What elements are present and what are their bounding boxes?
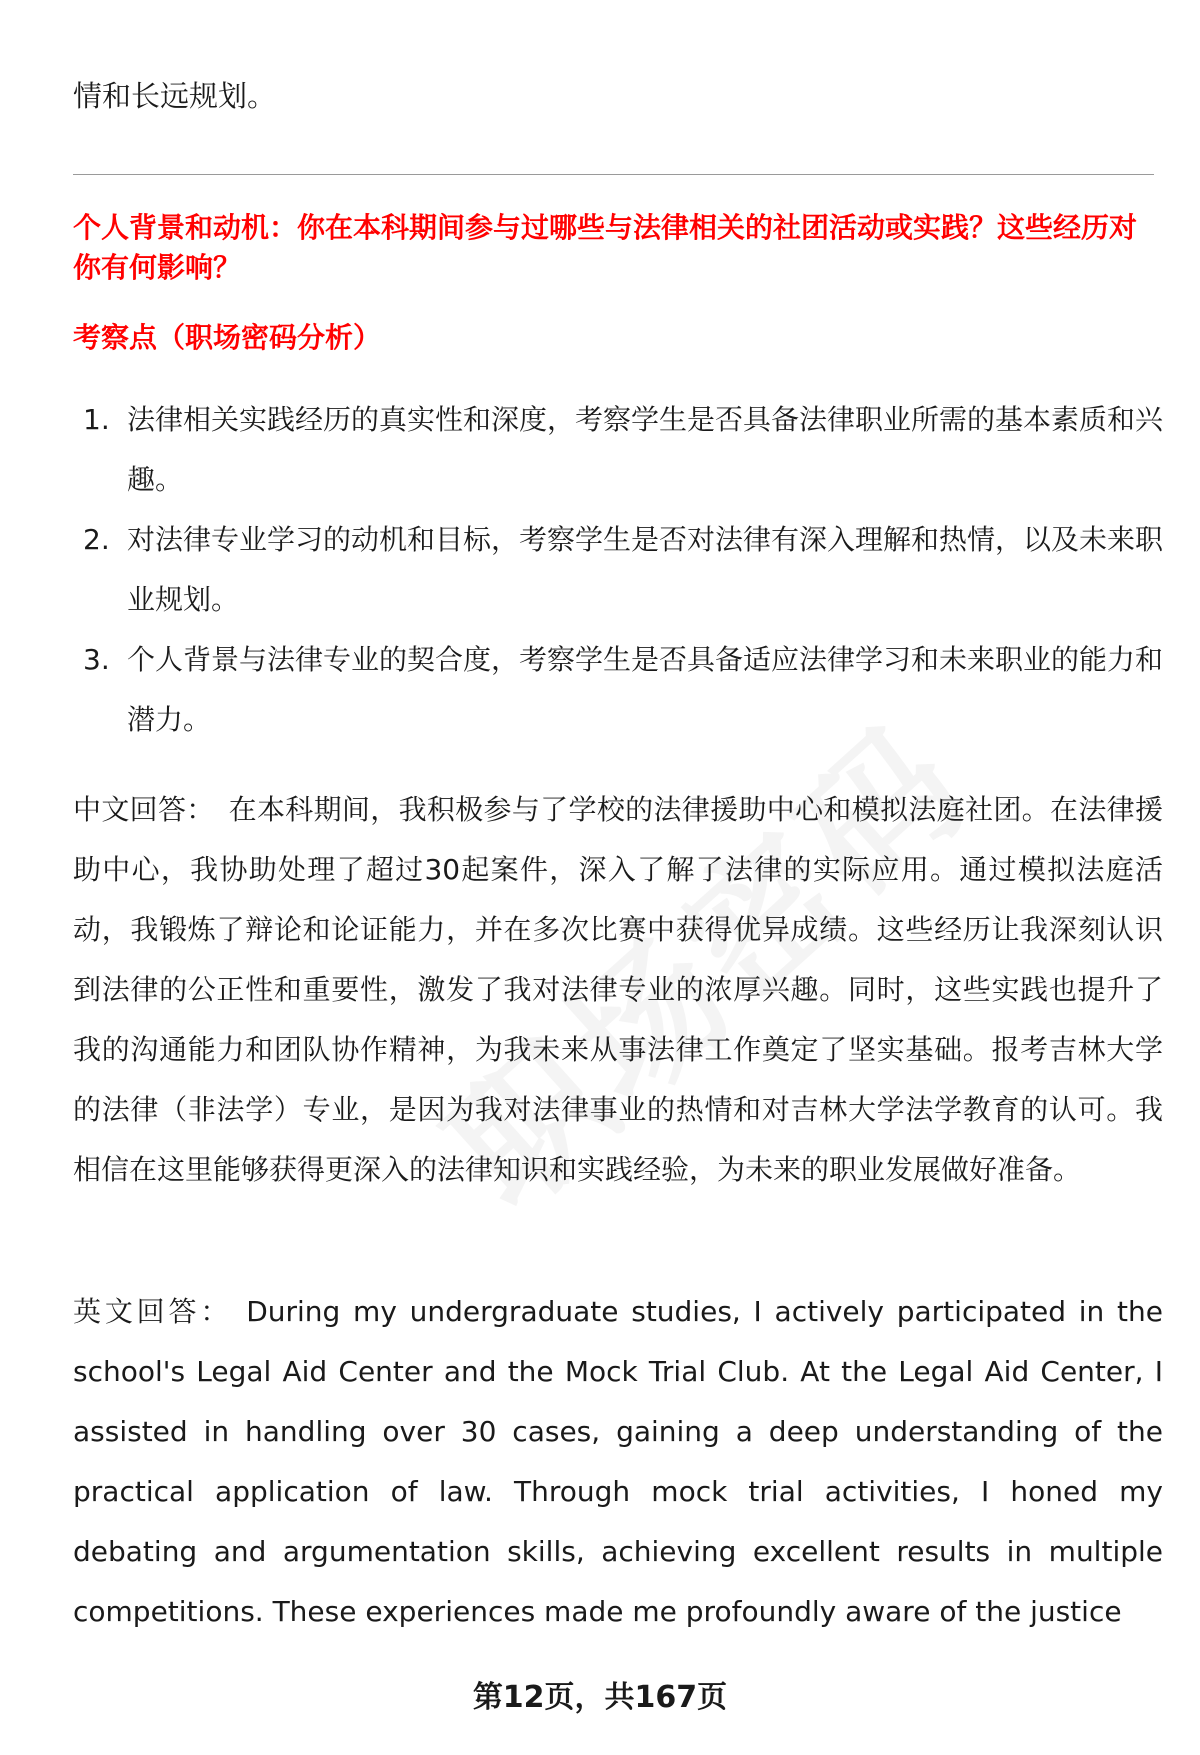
chinese-answer-text: 在本科期间，我积极参与了学校的法律援助中心和模拟法庭社团。在法律援助中心，我协助处理了超过30起案件，深入了解了法律的实际应用。通过模拟法庭活动，我锻炼了辩论和论证能力，并在多次比赛中获得优异成绩。这些经历让我深刻认识到法律的公正性和重要性，激发了我对法律专业的浓厚兴趣。同时，这些实践也提升了我的沟通能力和团队协作精神，为我未来从事法律工作奠定了坚实基础。报考吉林大学的法律（非法学）专业，是因为我对法律事业的热情和对吉林大学法学教育的认可。我相信在这里能够获得更深入的法律知识和实践经验，为未来的职业发展做好准备。 [73,793,1163,1186]
assessment-points-list [73,390,1163,750]
question-heading: 个人背景和动机：你在本科期间参与过哪些与法律相关的社团活动或实践？这些经历对你有何影响？ [73,211,1138,284]
assessment-point [73,390,1163,510]
point-number: 1. [83,403,110,436]
english-answer [73,1282,1163,1642]
english-answer-label: 英文回答： [73,1295,233,1328]
point-text: 个人背景与法律专业的契合度，考察学生是否具备适应法律学习和未来职业的能力和潜力。 [127,643,1164,736]
point-text: 对法律专业学习的动机和目标，考察学生是否对法律有深入理解和热情，以及未来职业规划。 [127,523,1164,616]
assessment-points-heading: 考察点（职场密码分析） [73,321,382,354]
page-number-footer: 第12页，共167页 [472,1680,728,1715]
point-text: 法律相关实践经历的真实性和深度，考察学生是否具备法律职业所需的基本素质和兴趣。 [127,403,1164,496]
assessment-point [73,630,1163,750]
chinese-answer [73,780,1163,1200]
point-number: 2. [83,523,110,556]
chinese-answer-label: 中文回答： [73,793,215,826]
previous-answer-tail: 情和长远规划。 [73,79,277,113]
section-divider [73,174,1154,175]
document-page [73,0,1163,1755]
english-answer-text: During my undergraduate studies, I actively participated in the school's Legal Aid Center and the Mock Trial Club. At the Legal Aid Center, I assisted in handling over 30 cases, gaining a deep understanding of the practical application of law. Through mock trial activities, I honed my debating and argumentation skills, achieving excellent results in multiple competitions. These experiences made me profoundly aware of the justice [73,1295,1163,1628]
point-number: 3. [83,643,110,676]
assessment-point [73,510,1163,630]
